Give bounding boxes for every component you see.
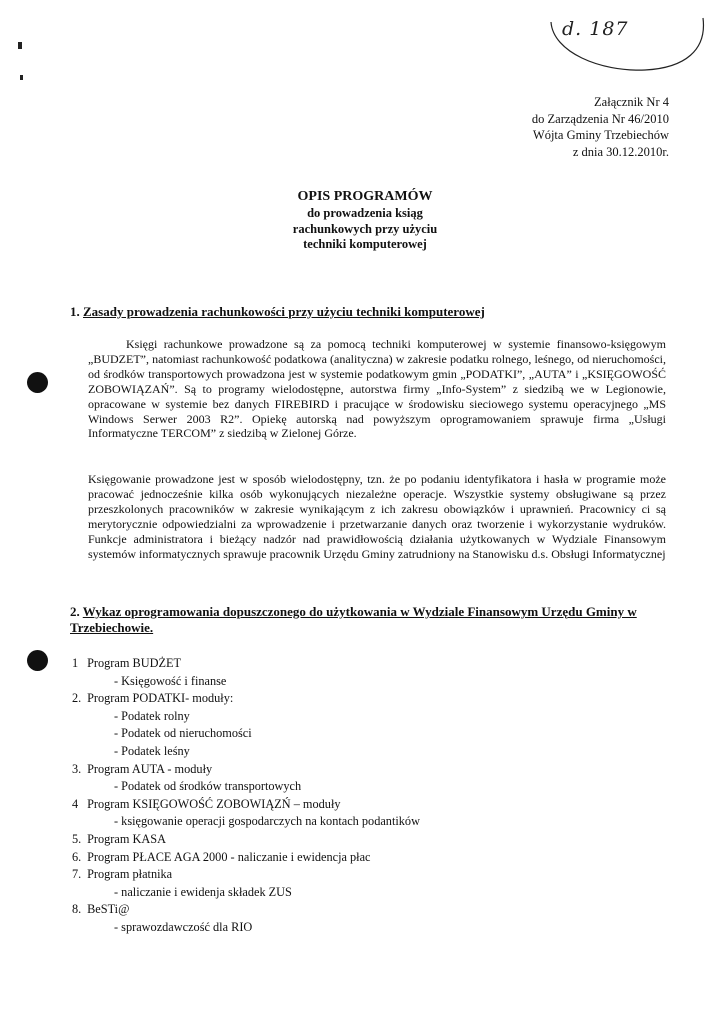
item-label: Program PODATKI- moduły: bbox=[87, 691, 234, 706]
paragraph: Księgi rachunkowe prowadzone są za pomocą techniki komputerowej w systemie finansowo-księgowym „BUDZET”, natomiast rachunkowość podatkowa (analityczna) w zakresie podatku rolnego, leśnego, od nieruchomości, od środków transportowych prowadzona jest w systemie podatkowym gmin „PODATKI”, „AUTA” i „KSIĘGOWOŚĆ ZOBOWIĄZAŃ”. Są to programy wielodostępne, autorstwa firmy „Info-System” z siedzibą we w Legionowie, opracowane w systemie bez danych FIREBIRD i pracujące w środowisku sieciowego systemu operacyjnego „MS Windows Serwer 2003 R2”. Opiekę autorską nad powyższym oprogramowaniem sprawuje firma „Usługi Informatyczne TERCOM” z siedzibą w Zielonej Górze. bbox=[88, 337, 666, 441]
item-label: Program BUDŻET bbox=[87, 656, 181, 670]
item-number: 8. bbox=[72, 902, 82, 917]
annex-line: do Zarządzenia Nr 46/2010 bbox=[531, 111, 669, 126]
item-label: Program KASA bbox=[87, 831, 166, 846]
handwritten-number: d. 187 bbox=[562, 18, 629, 40]
list-item bbox=[72, 849, 420, 867]
paragraph: Księgowanie prowadzone jest w sposób wielodostępny, tzn. że po podaniu identyfikatora i hasła w programie może pracować jednocześnie kilka osób wykonujących niezależne operacje. Wszystkie systemy obsługiwane są przez przeszkolonych pracowników w zakresie wynikającym z ich zakresu obowiązków i uprawnień. Pracownicy ci są merytorycznie odpowiedzialni za wprowadzenie i przetwarzanie danych oraz tworzenie i wykorzystanie wydruków. Funkcje administratora i bieżący nadzór nad prawidłowością działania użytkowanych w Wydziale Finansowym systemów informatycznych sprawuje pracownik Urzędu Gminy zatrudniony na Stanowisku d.s. Obsługi Informatycznej bbox=[88, 472, 666, 561]
sub-item: - Podatek od nieruchomości bbox=[72, 725, 420, 743]
annex-line: Wójta Gminy Trzebiechów bbox=[532, 128, 669, 142]
item-number: 4 bbox=[72, 796, 79, 811]
section-1-body-2 bbox=[88, 472, 666, 561]
title-subline: techniki komputerowej bbox=[303, 237, 427, 251]
binder-hole bbox=[27, 372, 48, 393]
item-number: 1 bbox=[72, 656, 79, 670]
section-1-body bbox=[88, 337, 666, 441]
section-number: 2. bbox=[70, 604, 80, 619]
binder-hole bbox=[27, 650, 48, 671]
item-number: 7. bbox=[72, 867, 82, 882]
annex-reference bbox=[532, 94, 669, 160]
sub-item: - Podatek rolny bbox=[72, 708, 420, 726]
item-label: Program płatnika bbox=[87, 867, 173, 882]
sub-item: - księgowanie operacji gospodarczych na kontach podantików bbox=[72, 813, 420, 831]
item-label: BeSTi@ bbox=[87, 902, 130, 917]
list-item bbox=[72, 901, 420, 919]
item-number: 2. bbox=[72, 691, 82, 706]
section-title-cont: Trzebiechowie. bbox=[70, 620, 154, 635]
section-title: Wykaz oprogramowania dopuszczonego do użytkowania w Wydziale Finansowym Urzędu Gminy w bbox=[82, 604, 637, 619]
section-1-heading bbox=[70, 304, 485, 320]
list-item bbox=[72, 831, 420, 849]
program-list bbox=[72, 655, 420, 937]
title-subline: do prowadzenia ksiąg bbox=[307, 206, 423, 220]
sub-item: - Podatek od środków transportowych bbox=[72, 778, 420, 796]
section-number: 1. bbox=[70, 304, 80, 319]
item-number: 6. bbox=[72, 849, 82, 864]
list-item bbox=[72, 866, 420, 884]
list-item bbox=[72, 690, 420, 708]
title-subline: rachunkowych przy użyciu bbox=[292, 221, 438, 236]
sub-item: - Podatek leśny bbox=[72, 743, 420, 761]
scan-speck bbox=[20, 75, 23, 80]
list-item bbox=[72, 796, 420, 814]
list-item bbox=[72, 761, 420, 779]
sub-item: - sprawozdawczość dla RIO bbox=[72, 919, 420, 937]
item-label: Program PŁACE AGA 2000 - naliczanie i ewidencja płac bbox=[87, 849, 371, 864]
annex-line: z dnia 30.12.2010r. bbox=[572, 144, 669, 159]
title-main: OPIS PROGRAMÓW bbox=[297, 189, 433, 204]
scan-speck bbox=[18, 42, 22, 49]
list-item bbox=[72, 655, 420, 673]
item-label: Program AUTA - moduły bbox=[87, 761, 213, 776]
document-title bbox=[200, 188, 530, 253]
sub-item: - naliczanie i ewidenja składek ZUS bbox=[72, 884, 420, 902]
item-number: 3. bbox=[72, 761, 82, 776]
section-title: Zasady prowadzenia rachunkowości przy użyciu techniki komputerowej bbox=[83, 304, 485, 319]
item-label: Program KSIĘGOWOŚĆ ZOBOWIĄZŃ – moduły bbox=[87, 796, 341, 811]
item-number: 5. bbox=[72, 831, 82, 846]
annex-line: Załącznik Nr 4 bbox=[594, 95, 669, 109]
sub-item: - Księgowość i finanse bbox=[72, 673, 420, 691]
section-2-heading bbox=[70, 604, 670, 636]
